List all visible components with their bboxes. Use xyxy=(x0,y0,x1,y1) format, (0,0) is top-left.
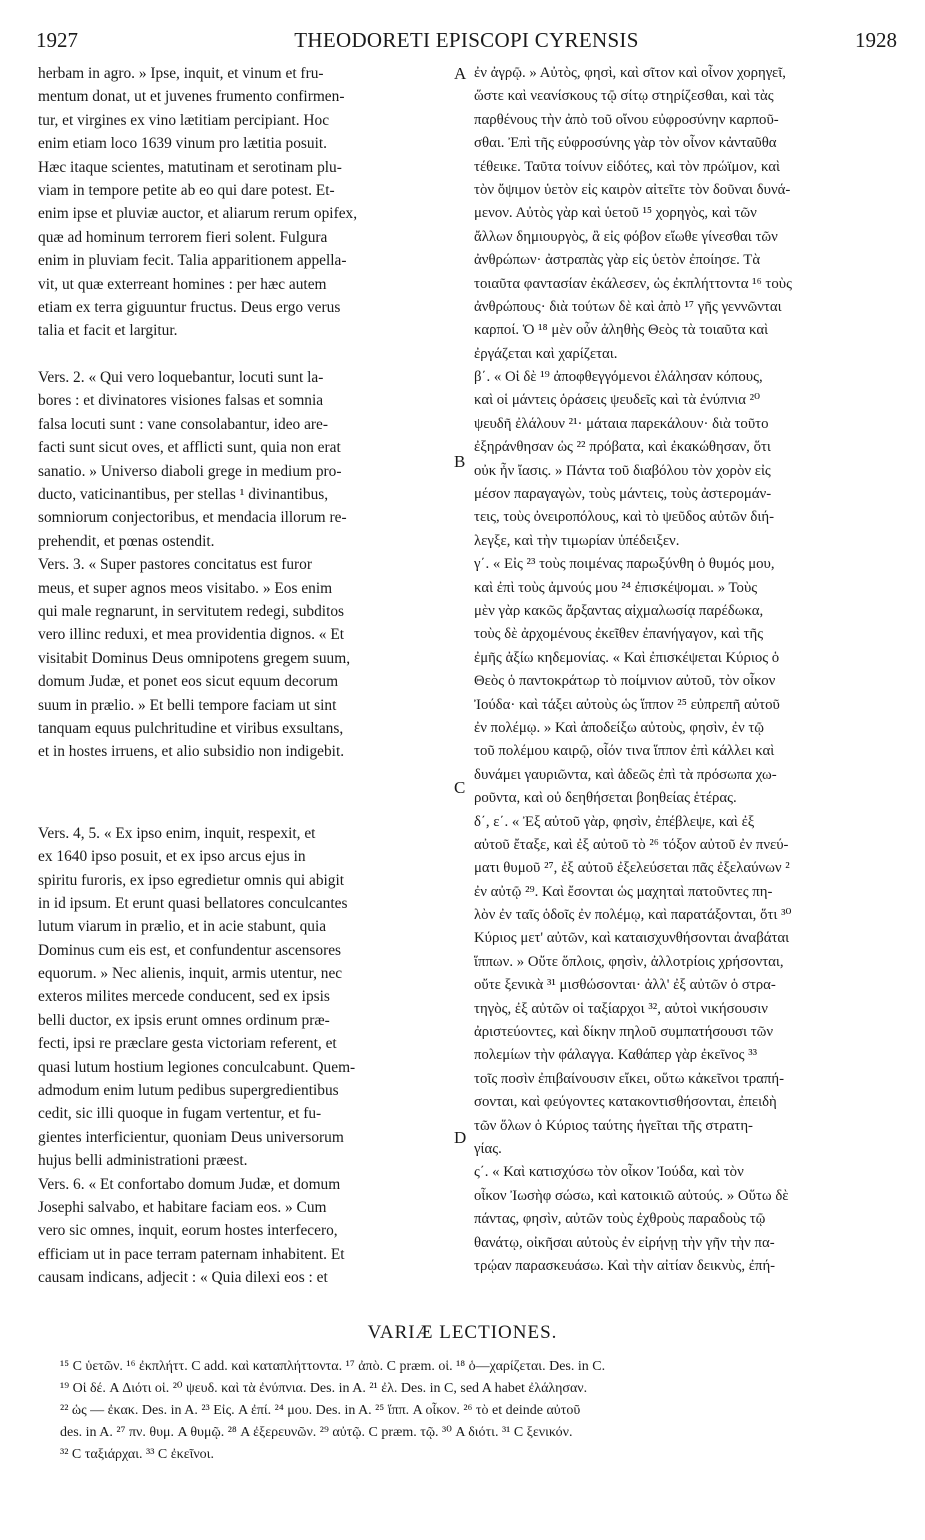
text-line: causam indicans, adjecit : « Quia dilexi eos : et xyxy=(38,1269,328,1287)
text-line: exteros milites mercede conducent, sed ex ipsis xyxy=(38,988,330,1006)
text-line: ψευδῆ ἐλάλουν ²¹· μάταια παρεκάλουν· διὰ τοῦτο xyxy=(474,415,769,432)
text-line: vero sic omnes, inquit, eorum hostes interfecero, xyxy=(38,1222,338,1240)
text-line: ἀνθρώπων· ἀστραπὰς γὰρ εἰς ὑετὸν ἐποίησε. Τὰ xyxy=(474,252,761,269)
text-line: Θεὸς ὁ παντοκράτωρ τὸ ποίμνιον αὐτοῦ, τὸν οἶκον xyxy=(474,673,776,690)
text-line: μὲν γὰρ κακῶς ἄρξαντας αἰχμαλωσίᾳ παρέδωκα, xyxy=(474,602,764,619)
text-line: σονται, καὶ φεύγοντες κατακοντισθήσονται, ἐπειδὴ xyxy=(474,1094,777,1111)
text-line: καὶ οἱ μάντεις ὁράσεις ψευδεῖς καὶ τὰ ἐνύπνια ²⁰ xyxy=(474,392,761,409)
text-line: πολεμίων τὴν φάλαγγα. Καθάπερ γὰρ ἐκεῖνος ³³ xyxy=(474,1047,758,1064)
text-line: ἐργάζεται καὶ χαρίζεται. xyxy=(474,345,618,362)
page-number-right: 1928 xyxy=(855,28,897,52)
text-line: οἶκον Ἰωσὴφ σώσω, καὶ κατοικιῶ αὐτούς. » Οὕτω δὲ xyxy=(474,1187,789,1204)
text-line: qui male regnarunt, in servitutem redegi, subditos xyxy=(38,602,345,620)
text-line: Κύριος μετ' αὐτῶν, καὶ καταισχυνθήσονται ἀναβάται xyxy=(474,930,790,947)
text-line: β΄. « Οἱ δὲ ¹⁹ ἀποφθεγγόμενοι ἐλάλησαν κόπους, xyxy=(474,369,763,386)
text-line: somniorum conjectoribus, et mendacia illorum re- xyxy=(38,509,347,527)
greek-column xyxy=(474,62,894,1278)
text-line: Hæc itaque scientes, matutinam et serotinam plu- xyxy=(38,158,342,176)
paragraph-gap xyxy=(38,764,448,822)
text-line: τρῴαν παρασκευάσω. Καὶ τὴν αἰτίαν δεικνὺς, ἐπή- xyxy=(474,1257,776,1274)
text-line: Josephi salvabo, et habitare faciam eos. » Cum xyxy=(38,1198,327,1216)
text-line: τέθεικε. Ταῦτα τοίνυν εἰδότες, καὶ τὸν πρώϊμον, καὶ xyxy=(474,158,781,175)
text-line: τηγὸς, ἐξ αὐτῶν οἱ ταξίαρχοι ³², αὐτοὶ νικήσουσιν xyxy=(474,1000,768,1017)
text-line: ματι θυμοῦ ²⁷, ἐξ αὐτοῦ ἐξελεύσεται πᾶς ἐξελαύνων ² xyxy=(474,860,790,877)
text-line: efficiam ut in pace terram paternam inhabitent. Et xyxy=(38,1245,345,1263)
text-line: tur, et virgines ex vino lætitiam percipiant. Hoc xyxy=(38,111,330,129)
text-line: ἐμῆς ἀξίω κηδεμονίας. « Καὶ ἐπισκέψεται Κύριος ὁ xyxy=(474,649,780,666)
text-line: quasi lutum hostium legiones conculcabunt. Quem- xyxy=(38,1058,356,1076)
text-line: ροῦντα, καὶ οὐ δεηθήσεται βοηθείας ἑτέρας. xyxy=(474,790,737,807)
text-line: μέσον παραγαγὼν, τοὺς μάντεις, τοὺς ἀστερομάν- xyxy=(474,486,772,503)
text-line: θανάτῳ, οἰκῆσαι αὐτοὺς ἐν εἰρήνῃ τὴν γῆν τὴν πα- xyxy=(474,1234,775,1251)
text-line: τοιαῦτα φαντασίαν ἐκάλεσεν, ὡς ἐκπλήττοντα ¹⁶ τοὺς xyxy=(474,275,792,292)
text-line: herbam in agro. » Ipse, inquit, et vinum et fru- xyxy=(38,65,324,82)
text-line: τοῖς ποσὶν ἐπιβαίνουσιν εἴκει, οὕτω κἀκεῖνοι τραπή- xyxy=(474,1070,784,1087)
text-line: sanatio. » Universo diaboli grege in medium pro- xyxy=(38,462,342,480)
text-line: meus, et super agnos meos visitabo. » Eos enim xyxy=(38,579,333,597)
text-line: οὐκ ἦν ἴασις. » Πάντα τοῦ διαβόλου τὸν χορὸν εἰς xyxy=(474,462,771,479)
page-number-left: 1927 xyxy=(36,28,78,52)
text-line: Vers. 4, 5. « Ex ipso enim, inquit, respexit, et xyxy=(38,824,316,842)
text-line: Vers. 6. « Et confortabo domum Judæ, et domum xyxy=(38,1175,341,1193)
text-line: vit, ut quæ exterreant homines : per hæc autem xyxy=(38,275,327,293)
text-line: ἐξηράνθησαν ὡς ²² πρόβατα, καὶ ἐκακώθησαν, ὅτι xyxy=(474,439,771,456)
text-line: ducto, vaticinantibus, per stellas ¹ divinantibus, xyxy=(38,486,329,504)
text-line: ex 1640 ipso posuit, et ex ipso arcus ejus in xyxy=(38,848,306,866)
text-line: ἄλλων δημιουργὸς, ἃ εἰς φόβον εἴωθε γίνεσθαι τῶν xyxy=(474,228,778,245)
text-line: μενον. Αὐτὸς γὰρ καὶ ὑετοῦ ¹⁵ χορηγὸς, καὶ τῶν xyxy=(474,205,757,222)
latin-column xyxy=(38,62,448,1290)
text-line: τοῦ πολέμου καιρῷ, οἷόν τινα ἵππον ἐπὶ κάλλει καὶ xyxy=(474,743,775,760)
text-line: Vers. 3. « Super pastores concitatus est furor xyxy=(38,556,312,574)
paragraph-gap xyxy=(38,343,448,366)
text-line: falsa locuti sunt : vane consolabantur, ideo are- xyxy=(38,415,328,433)
text-line: suum in prælio. » Et belli tempore faciam ut sint xyxy=(38,696,337,714)
text-line: τῶν ὅλων ὁ Κύριος ταύτης ἡγεῖται τῆς στρατη- xyxy=(474,1117,753,1134)
margin-letter-b: B xyxy=(454,452,466,471)
text-line: prehendit, et pœnas ostendit. xyxy=(38,532,215,550)
margin-letter-d: D xyxy=(454,1128,467,1147)
text-line: cedit, sic illi quoque in fugam vertentur, et fu- xyxy=(38,1105,322,1123)
text-line: ὥστε καὶ νεανίσκους τῷ σίτῳ στηρίζεσθαι, καὶ τὰς xyxy=(474,88,774,105)
text-line: τοὺς δὲ ἀρχομένους ἐκεῖθεν ἐπανήγαγον, καὶ τῆς xyxy=(474,626,764,643)
margin-letter-c: C xyxy=(454,778,466,797)
text-line: ἐν αὐτῷ ²⁹. Καὶ ἔσονται ὡς μαχηταὶ πατοῦντες πη- xyxy=(474,883,773,900)
text-line: τὸν ὄψιμον ὑετὸν εἰς καιρὸν αἰτεῖτε τὸν δοῦναι δυνά- xyxy=(474,181,791,198)
variant-note-line: ¹⁹ Οἱ δέ. A Διότι οἱ. ²⁰ ψευδ. καὶ τὰ ἐνύπνια. Des. in A. ²¹ ἐλ. Des. in C, sed A habet ἐλάλησαν. xyxy=(60,1381,588,1396)
text-line: et in hostes irruens, et alio subsidio non indigebit. xyxy=(38,743,345,761)
variae-lectiones-notes xyxy=(60,1356,900,1466)
text-line: spiritu furoris, ex ipso egredietur omnis qui abigit xyxy=(38,871,345,889)
text-line: παρθένους τὴν ἀπὸ τοῦ οἴνου εὐφροσύνην καρποῦ- xyxy=(474,111,779,128)
text-line: enim in pluviam fecit. Talia apparitionem appella- xyxy=(38,252,347,270)
text-line: σθαι. Ἐπὶ τῆς εὐφροσύνης γὰρ τὸν οἶνον κἀνταῦθα xyxy=(474,135,777,152)
text-line: δυνάμει γαυριῶντα, καὶ ἀδεῶς ἐπὶ τὰ πρόσωπα χω- xyxy=(474,766,777,783)
text-line: in id ipsum. Et erunt quasi bellatores conculcantes xyxy=(38,894,348,912)
text-line: οὔτε ξενικὰ ³¹ μισθώσονται· ἀλλ' ἐξ αὐτῶν ὁ στρα- xyxy=(474,977,776,994)
text-line: πάντας, φησὶν, αὐτῶν τοὺς ἐχθροὺς παραδοὺς τῷ xyxy=(474,1211,766,1228)
text-line: domum Judæ, et ponet eos sicut equum decorum xyxy=(38,673,339,691)
text-line: Ἰούδα· καὶ τάξει αὐτοὺς ὡς ἵππον ²⁵ εὐπρεπῆ αὐτοῦ xyxy=(474,696,780,713)
text-line: gientes interficientur, quoniam Deus universorum xyxy=(38,1128,344,1146)
variant-note-line: ²² ὡς — ἐκακ. Des. in A. ²³ Εἰς. A ἐπί. ²⁴ μου. Des. in A. ²⁵ ἵππ. A οἶκον. ²⁶ τὸ et deinde αὐτοῦ xyxy=(60,1403,581,1418)
text-line: καρποί. Ὁ ¹⁸ μὲν οὖν ἀληθὴς Θεὸς τὰ τοιαῦτα καὶ xyxy=(474,322,769,339)
text-line: Dominus cum eis est, et confundentur ascensores xyxy=(38,941,342,959)
variant-note-line: des. in A. ²⁷ πν. θυμ. A θυμῷ. ²⁸ A ἐξερευνῶν. ²⁹ αὐτῷ. C præm. τῷ. ³⁰ A διότι. ³¹ C ξενικόν. xyxy=(60,1425,573,1440)
text-line: admodum enim lutum pedibus supergredientibus xyxy=(38,1082,339,1100)
text-line: viam in tempore petite ab eo qui dare potest. Et- xyxy=(38,181,335,199)
text-line: visitabit Dominus Deus omnipotens gregem suum, xyxy=(38,649,351,667)
text-line: belli ductor, ex ipsis erunt omnes ordinum præ- xyxy=(38,1011,330,1029)
text-line: ἵππων. » Οὔτε ὅπλοις, φησὶν, ἀλλοτρίοις χρήσονται, xyxy=(474,953,784,970)
text-line: equorum. » Nec alienis, inquit, armis utentur, nec xyxy=(38,965,343,983)
text-line: enim ipse et pluviæ auctor, et aliarum rerum opifex, xyxy=(38,205,358,223)
text-line: lutum viarum in prælio, et in acie stabunt, quia xyxy=(38,918,327,936)
text-line: ἐν πολέμῳ. » Καὶ ἀποδείξω αὐτοὺς, φησὶν, ἐν τῷ xyxy=(474,719,765,736)
text-line: hujus belli administrationi præest. xyxy=(38,1152,248,1170)
text-line: αὐτοῦ ἔταξε, καὶ ἐξ αὐτοῦ τὸ ²⁶ τόξον αὐτοῦ ἐν πνεύ- xyxy=(474,836,789,853)
text-line: bores : et divinatores visiones falsas et somnia xyxy=(38,392,324,410)
text-line: quæ ad hominum terrorem fieri solent. Fulgura xyxy=(38,228,328,246)
text-line: vero illinc reduxi, et mea providentia dignos. « Et xyxy=(38,626,345,644)
text-line: enim etiam loco 1639 vinum pro lætitia posuit. xyxy=(38,135,327,153)
text-line: ἀνθρώπους· διὰ τούτων δὲ καὶ ἀπὸ ¹⁷ γῆς γεννῶνται xyxy=(474,298,782,315)
text-line: facti sunt sicut oves, et afflicti sunt, quia non erat xyxy=(38,439,341,457)
text-line: γ΄. « Εἰς ²³ τοὺς ποιμένας παρωξύνθη ὁ θυμός μου, xyxy=(474,556,775,573)
text-line: λεγξε, καὶ τὴν τιμωρίαν ὑπέδειξεν. xyxy=(474,532,680,549)
text-line: λὸν ἐν ταῖς ὁδοῖς ἐν πολέμῳ, καὶ παρατάξονται, ὅτι ³⁰ xyxy=(474,907,792,924)
page-header xyxy=(36,28,897,62)
text-line: ἀριστεύοντες, καὶ δίκην πηλοῦ συμπατήσουσι τῶν xyxy=(474,1024,774,1041)
text-line: etiam ex terra giguuntur fructus. Deus ergo verus xyxy=(38,298,341,316)
text-line: tanquam equus pulchritudine et viribus exsultans, xyxy=(38,719,344,737)
text-line: γίας. xyxy=(474,1140,502,1157)
margin-letter-a: A xyxy=(454,64,467,83)
text-line: τεις, τοὺς ὀνειροπόλους, καὶ τὸ ψεῦδος αὐτῶν διή- xyxy=(474,509,775,526)
variant-note-line: ³² C ταξιάρχαι. ³³ C ἐκεῖνοι. xyxy=(60,1447,214,1462)
text-line: ς΄. « Καὶ κατισχύσω τὸν οἶκον Ἰούδα, καὶ τὸν xyxy=(474,1164,744,1181)
text-line: talia et facit et largitur. xyxy=(38,322,178,340)
variant-note-line: ¹⁵ C ὑετῶν. ¹⁶ ἐκπλήττ. C add. καὶ καταπλήττοντα. ¹⁷ ἀπὸ. C præm. οἱ. ¹⁸ ὁ—χαρίζεται. Des. in C. xyxy=(60,1359,606,1374)
text-line: ἐν ἀγρῷ. » Αὐτὸς, φησὶ, καὶ σῖτον καὶ οἶνον χορηγεῖ, xyxy=(474,65,786,81)
variae-lectiones-title: VARIÆ LECTIONES. xyxy=(367,1322,558,1343)
running-title: THEODORETI EPISCOPI CYRENSIS xyxy=(294,28,639,52)
text-line: καὶ ἐπὶ τοὺς ἀμνούς μου ²⁴ ἐπισκέψομαι. » Τοὺς xyxy=(474,579,758,596)
text-line: Vers. 2. « Qui vero loquebantur, locuti sunt la- xyxy=(38,369,324,387)
text-line: δ΄, ε΄. « Ἐξ αὐτοῦ γὰρ, φησὶν, ἐπέβλεψε, καὶ ἐξ xyxy=(474,813,755,830)
text-line: mentum donat, ut et juvenes frumento confirmen- xyxy=(38,88,345,106)
text-line: fecti, ipsi re præclare gesta victoriam referent, et xyxy=(38,1035,337,1053)
